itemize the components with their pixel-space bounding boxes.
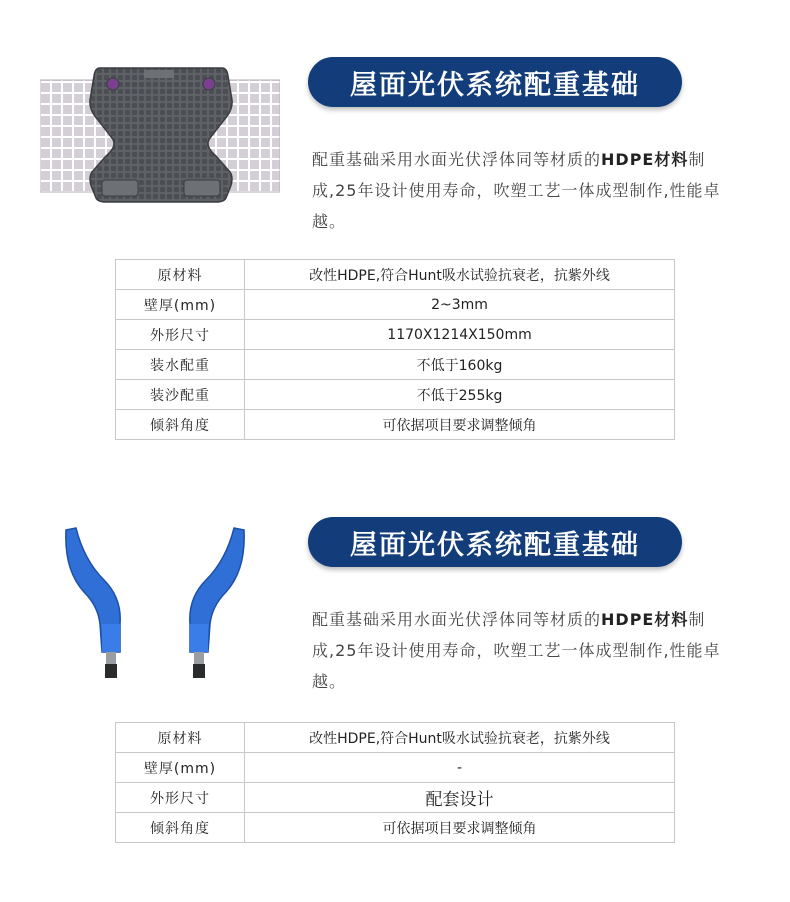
spec-label: 壁厚(mm) xyxy=(116,753,245,783)
table-row xyxy=(116,723,675,753)
section-support-legs xyxy=(0,470,790,902)
support-legs-image xyxy=(50,520,260,690)
table-row xyxy=(116,290,675,320)
desc-suffix: 制成,25年设计使用寿命，吹塑工艺一体成型制作,性能卓越。 xyxy=(312,610,721,691)
spec-value: - xyxy=(245,753,675,783)
title-text: 屋面光伏系统配重基础 xyxy=(350,69,640,101)
spec-label: 壁厚(mm) xyxy=(116,290,245,320)
spec-value: 2~3mm xyxy=(245,290,675,320)
spec-table xyxy=(115,722,675,843)
spec-value: 可依据项目要求调整倾角 xyxy=(245,410,675,440)
spec-label: 外形尺寸 xyxy=(116,783,245,813)
desc-suffix: 制成,25年设计使用寿命，吹塑工艺一体成型制作,性能卓越。 xyxy=(312,150,721,231)
desc-bold: HDPE材料 xyxy=(601,610,689,629)
spec-value: 改性HDPE,符合Hunt吸水试验抗衰老，抗紫外线 xyxy=(245,260,675,290)
section-title xyxy=(308,517,682,567)
table-row xyxy=(116,350,675,380)
title-text: 屋面光伏系统配重基础 xyxy=(350,529,640,561)
desc-prefix: 配重基础采用水面光伏浮体同等材质的 xyxy=(312,150,602,169)
ballast-base-image xyxy=(40,60,280,210)
spec-value: 1170X1214X150mm xyxy=(245,320,675,350)
table-row xyxy=(116,320,675,350)
section-title xyxy=(308,57,682,107)
spec-value: 不低于160kg xyxy=(245,350,675,380)
spec-value: 可依据项目要求调整倾角 xyxy=(245,813,675,843)
description xyxy=(312,144,722,237)
spec-label: 原材料 xyxy=(116,723,245,753)
desc-bold: HDPE材料 xyxy=(601,150,689,169)
desc-prefix: 配重基础采用水面光伏浮体同等材质的 xyxy=(312,610,602,629)
table-row xyxy=(116,260,675,290)
spec-label: 原材料 xyxy=(116,260,245,290)
spec-value: 改性HDPE,符合Hunt吸水试验抗衰老，抗紫外线 xyxy=(245,723,675,753)
spec-value: 不低于255kg xyxy=(245,380,675,410)
spec-label: 倾斜角度 xyxy=(116,410,245,440)
spec-label: 外形尺寸 xyxy=(116,320,245,350)
spec-value: 配套设计 xyxy=(245,783,675,813)
table-row xyxy=(116,380,675,410)
spec-label: 装沙配重 xyxy=(116,380,245,410)
table-row xyxy=(116,753,675,783)
table-row xyxy=(116,783,675,813)
spec-table xyxy=(115,259,675,440)
table-row xyxy=(116,410,675,440)
description xyxy=(312,604,722,697)
spec-label: 装水配重 xyxy=(116,350,245,380)
spec-label: 倾斜角度 xyxy=(116,813,245,843)
table-row xyxy=(116,813,675,843)
